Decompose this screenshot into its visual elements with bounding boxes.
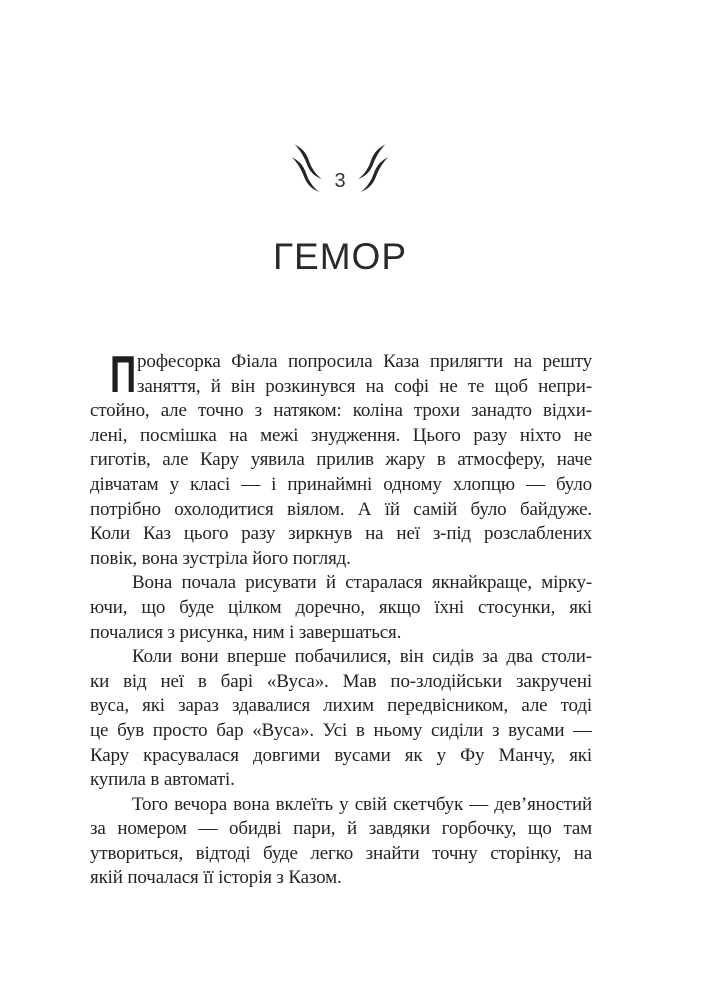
text-line: лені, посмішка на межі знудження. Цього разу ніхто не [90, 424, 592, 446]
paragraph [90, 571, 592, 645]
text-line: заняття, й він розкинувся на софі не те щоб непри- [137, 375, 592, 397]
text-line: Того вечора вона вклеїть у свій скетчбук — дев’яностий [132, 793, 592, 815]
text-line: почалися з рисунка, ним і завершаться. [90, 621, 402, 643]
text-line: ки від неї в барі «Вуса». Мав по-злодійськи закручені [90, 670, 592, 692]
text-line: рофесорка Фіала попросила Каза прилягти на решту [137, 351, 592, 372]
chapter-number: 3 [334, 170, 346, 192]
page-body [90, 346, 592, 891]
text-line: купила в автоматі. [90, 769, 235, 791]
text-line: Коли Каз цього разу зиркнув на неї з-під розслаблених [90, 523, 592, 545]
paragraph [90, 346, 592, 571]
paragraph [90, 645, 592, 793]
text-line: Вона почала рисувати й старалася якнайкраще, мірку- [132, 572, 592, 594]
chapter-ornament [90, 144, 590, 198]
flourish-right-icon [358, 144, 389, 196]
drop-cap: П [110, 346, 137, 404]
text-line: гиготів, але Кару уявила прилив жару в атмосферу, наче [90, 449, 592, 471]
text-line: утвориться, відтоді буде легко знайти точну сторінку, на [90, 842, 592, 864]
text-line: потрібно охолодитися віялом. А їй самій було байдуже. [90, 498, 592, 520]
text-line: якій почалася її історія з Казом. [90, 867, 342, 889]
text-line: ючи, що буде цілком доречно, якщо їхні стосунки, які [90, 596, 592, 618]
text-line: Кару красувалася довгими вусами як у Фу Манчу, які [90, 744, 592, 766]
text-line: вуса, які зараз здавалися лихим передвісником, але тоді [90, 695, 592, 717]
paragraph [90, 793, 592, 891]
text-line: це був просто бар «Вуса». Усі в ньому сиділи з вусами — [90, 719, 592, 741]
flourish-left-icon [291, 144, 322, 196]
chapter-title: ГЕМОР [273, 236, 407, 277]
text-line: за номером — обидві пари, й завдяки горбочку, що там [90, 818, 592, 840]
text-line: дівчатам у класі — і принаймні одному хлопцю — було [90, 473, 592, 495]
text-line: повік, вона зустріла його погляд. [90, 547, 351, 569]
text-line: Коли вони вперше побачилися, він сидів за два столи- [132, 646, 592, 668]
text-line: стойно, але точно з натяком: коліна трохи занадто відхи- [90, 400, 592, 422]
